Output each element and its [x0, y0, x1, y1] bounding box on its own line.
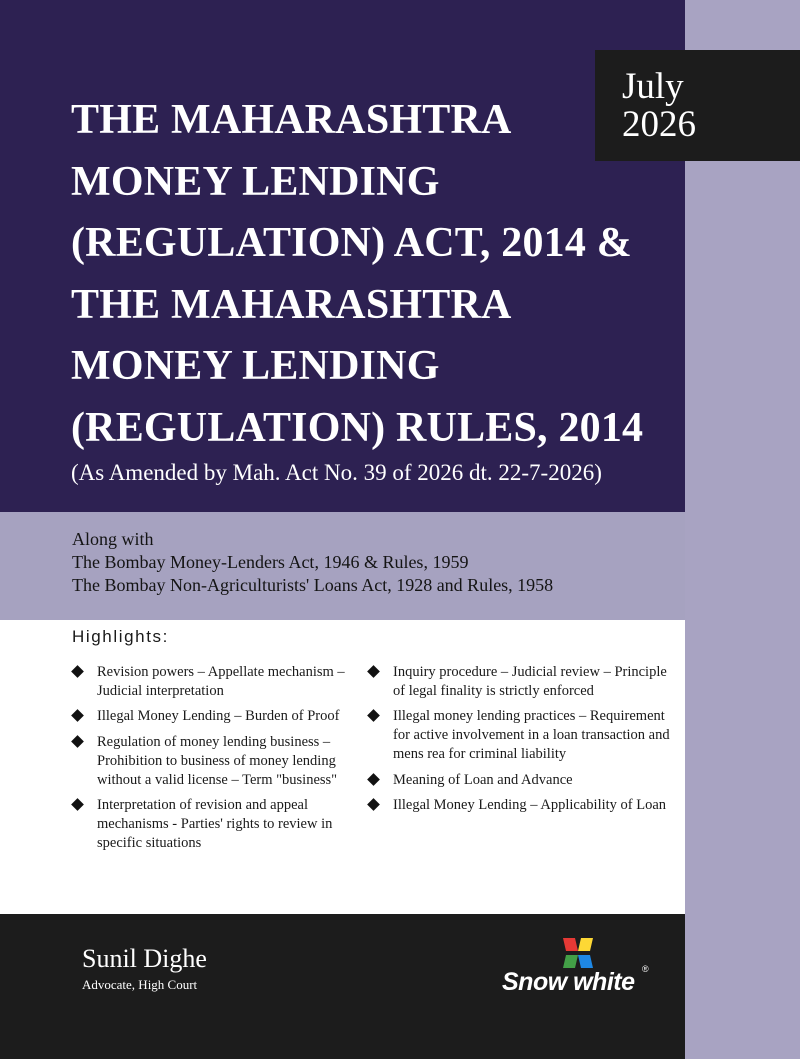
diamond-bullet-icon	[71, 710, 84, 723]
title-line: (REGULATION) ACT, 2014 &	[71, 220, 632, 266]
highlight-item	[72, 796, 347, 852]
highlight-text: Regulation of money lending business – Prohibition to business of money lending without a valid license – Term "business"	[97, 734, 338, 788]
diamond-bullet-icon	[367, 773, 380, 786]
highlight-text: Illegal Money Lending – Applicability of Loan	[393, 797, 667, 814]
highlight-text: Meaning of Loan and Advance	[393, 771, 573, 788]
along-with-line: The Bombay Non-Agriculturists' Loans Act, 1928 and Rules, 1958	[72, 575, 554, 595]
highlight-text: Inquiry procedure – Judicial review – Principle of legal finality is strictly enforced	[393, 664, 667, 699]
along-with-text	[72, 528, 682, 597]
author-role: Advocate, High Court	[82, 977, 198, 992]
edition-year: 2026	[622, 104, 696, 145]
title-line: THE MAHARASHTRA	[71, 97, 512, 143]
author-name: Sunil Dighe	[82, 944, 207, 973]
diamond-bullet-icon	[367, 798, 380, 811]
highlights-heading: Highlights:	[72, 627, 169, 646]
title-line: THE MAHARASHTRA	[71, 281, 512, 328]
highlight-text: Revision powers – Appellate mechanism – Judicial interpretation	[97, 664, 345, 699]
diamond-bullet-icon	[71, 665, 84, 678]
amendment-subtitle: (As Amended by Mah. Act No. 39 of 2026 dt. 22-7-2026)	[71, 460, 602, 485]
title-line: MONEY LENDING	[71, 343, 440, 389]
diamond-bullet-icon	[71, 735, 84, 748]
highlight-item	[368, 796, 673, 815]
highlight-text: Interpretation of revision and appeal mechanisms - Parties' rights to review in specific situations	[97, 797, 333, 851]
diamond-bullet-icon	[71, 798, 84, 811]
highlight-item	[72, 663, 347, 700]
highlight-item	[368, 663, 673, 700]
highlight-item	[368, 707, 673, 763]
publisher-logo-icon	[560, 938, 596, 968]
edition-month: July	[622, 66, 684, 107]
book-title	[71, 90, 671, 459]
along-with-line: Along with	[72, 529, 154, 549]
along-with-line: The Bombay Money-Lenders Act, 1946 & Rules, 1959	[72, 552, 469, 572]
highlights-right-column	[368, 663, 673, 822]
diamond-bullet-icon	[367, 665, 380, 678]
title-line: (REGULATION) RULES, 2014	[71, 404, 644, 451]
registered-mark: ®	[642, 964, 649, 974]
title-line: MONEY LENDING	[71, 158, 440, 205]
diamond-bullet-icon	[367, 710, 380, 723]
highlight-item	[72, 707, 347, 726]
highlight-text: Illegal Money Lending – Burden of Proof	[97, 708, 340, 725]
highlight-text: Illegal money lending practices – Requirement for active involvement in a loan transaction and mens rea for criminal liability	[393, 708, 670, 762]
highlight-item	[368, 771, 673, 790]
publisher-name: Snow white	[502, 968, 635, 996]
highlights-left-column	[72, 663, 347, 859]
highlight-item	[72, 733, 347, 789]
